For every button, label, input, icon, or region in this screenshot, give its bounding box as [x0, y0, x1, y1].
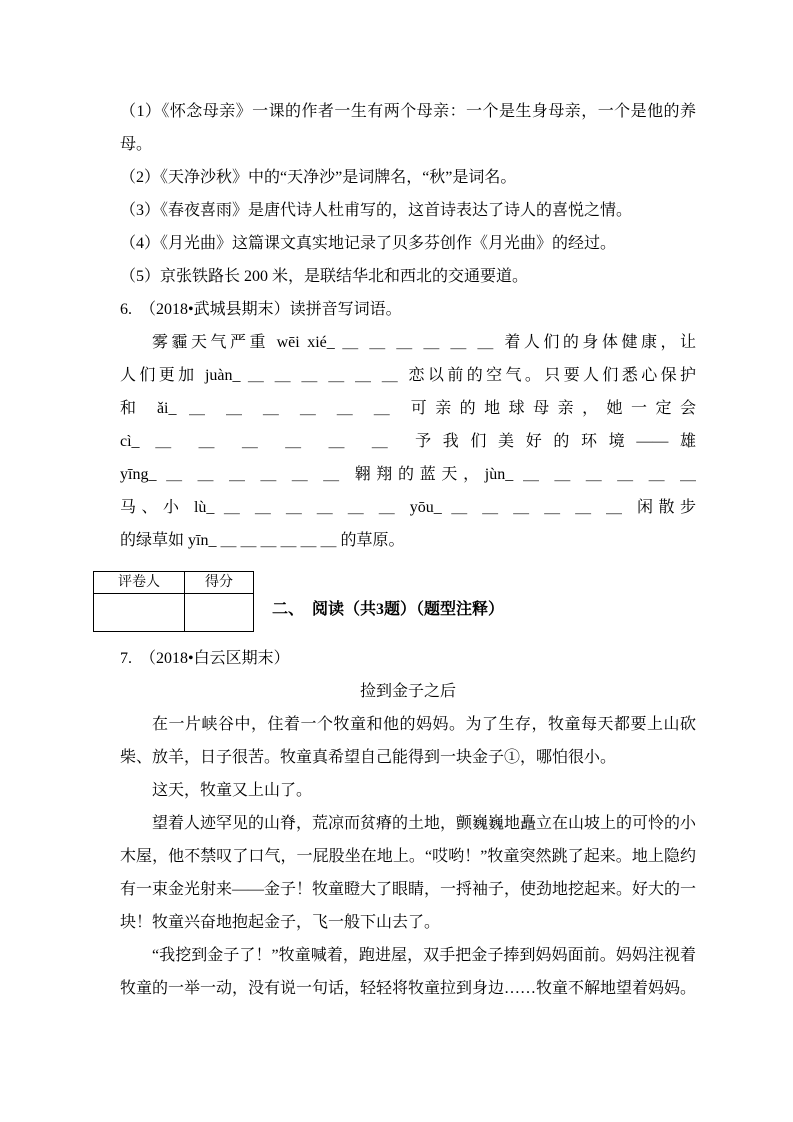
passage-paragraph: “我挖到金子了！”牧童喊着，跑进屋，双手把金子捧到妈妈面前。妈妈注视着牧童的一举一动，没有说一句话，轻轻将牧童拉到身边……牧童不解地望着妈妈。: [120, 947, 697, 997]
pinyin-line: 人们更加 juàn_ ＿ ＿ ＿ ＿ ＿ ＿ 恋以前的空气。只要人们悉心保护: [120, 367, 696, 384]
reading-passage: [120, 708, 696, 1005]
passage-paragraph: 望着人迹罕见的山脊，荒凉而贫瘠的土地，颤巍巍地矗立在山坡上的可怜的小木屋，他不禁叹了口气，一屁股坐在地上。“哎哟！”牧童突然跳了起来。地上隐约有一束金光射来——金子！牧童瞪大了眼睛，一捋袖子，使劲地挖起来。好大的一块！牧童兴奋地抱起金子，飞一般下山去了。: [120, 815, 697, 931]
pinyin-line: 和 ǎi_ ＿ ＿ ＿ ＿ ＿ ＿ 可亲的地球母亲，她一定会: [120, 400, 696, 417]
pinyin-line: yīng_ ＿ ＿ ＿ ＿ ＿ ＿ 翱翔的蓝天，jùn_ ＿ ＿ ＿ ＿ ＿ ＿: [120, 466, 696, 483]
grader-score-header: 得分: [185, 572, 254, 594]
pinyin-line: 马、小 lù_ ＿ ＿ ＿ ＿ ＿ ＿ yōu_ ＿ ＿ ＿ ＿ ＿ ＿ 闲散步: [120, 499, 696, 516]
pinyin-fill-blanks: [120, 326, 696, 557]
grader-judge-cell: [94, 594, 185, 632]
grader-header-row: [94, 572, 254, 594]
grader-blank-row: [94, 594, 254, 632]
grader-section: [93, 571, 696, 632]
section-2-heading: 二、 阅读（共3题）（题型注释）: [272, 601, 505, 618]
judgment-item: （4）《月光曲》这篇课文真实地记录了贝多芬创作《月光曲》的经过。: [120, 235, 617, 252]
judgment-item: （1）《怀念母亲》一课的作者一生有两个母亲：一个是生身母亲，一个是他的养母。: [120, 103, 696, 153]
pinyin-line: 雾霾天气严重 wēi xié_ ＿ ＿ ＿ ＿ ＿ ＿ 着人们的身体健康，让: [152, 334, 696, 351]
passage-paragraph: 这天，牧童又上山了。: [152, 782, 313, 799]
grader-table: [93, 571, 254, 632]
grader-judge-header: 评卷人: [94, 572, 185, 594]
pinyin-line: 的绿草如 yīn_ ＿ ＿ ＿ ＿ ＿ ＿ 的草原。: [120, 532, 405, 549]
question-6-heading: 6. （2018•武城县期末）读拼音写词语。: [120, 301, 402, 318]
passage-paragraph: 在一片峡谷中，住着一个牧童和他的妈妈。为了生存，牧童每天都要上山砍柴、放羊，日子很苦。牧童真希望自己能得到一块金子①，哪怕很小。: [120, 716, 696, 766]
question-7-heading: 7. （2018•白云区期末）: [120, 650, 290, 667]
judgment-statements: [120, 95, 696, 293]
judgment-item: （2）《天净沙秋》中的“天净沙”是词牌名，“秋”是词名。: [120, 169, 517, 186]
passage-title: 捡到金子之后: [359, 683, 456, 700]
pinyin-line: cì_ ＿ ＿ ＿ ＿ ＿ ＿ 予我们美好的环境——雄: [120, 433, 696, 450]
judgment-item: （3）《春夜喜雨》是唐代诗人杜甫写的，这首诗表达了诗人的喜悦之情。: [120, 202, 633, 219]
judgment-item: （5）京张铁路长 200 米，是联结华北和西北的交通要道。: [120, 268, 529, 285]
grader-score-cell: [185, 594, 254, 632]
